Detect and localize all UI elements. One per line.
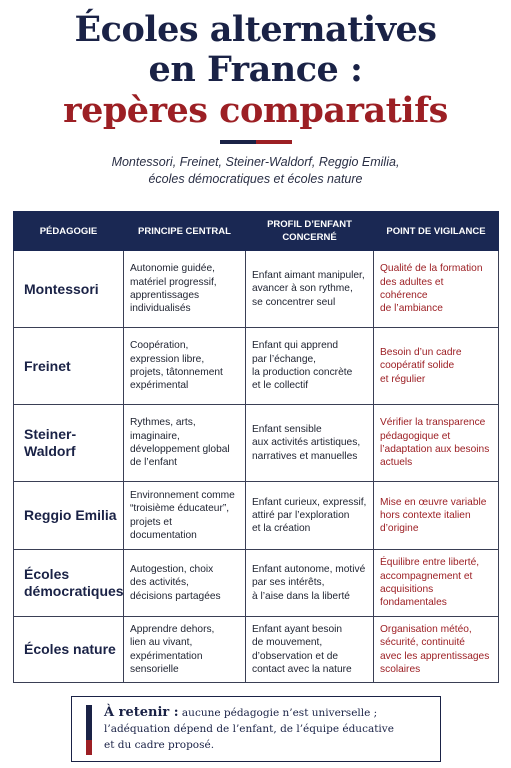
page-title <box>0 0 511 132</box>
retain-label: À retenir : <box>104 705 179 720</box>
principe-line: expérimental <box>130 380 189 392</box>
subtitle-line-1: Montessori, Freinet, Steiner-Waldorf, Reggio Emilia, <box>111 155 400 169</box>
profil-line: attiré par l’exploration <box>252 509 350 521</box>
principe-line: décisions partagées <box>130 590 221 602</box>
profil-line: aux activités artistiques, <box>252 437 361 449</box>
table-row <box>14 251 499 328</box>
vigilance-line: hors contexte italien <box>380 509 471 521</box>
profil-line: et le collectif <box>252 380 309 392</box>
vigilance-line: Équilibre entre liberté, <box>380 557 480 569</box>
principe-line: imaginaire, <box>130 430 180 442</box>
profil-line: par l’échange, <box>252 353 317 365</box>
table-row <box>14 550 499 617</box>
profil-line: Enfant curieux, expressif, <box>252 496 367 508</box>
vigilance-line: actuels <box>380 457 413 469</box>
principe-line: Environnement comme <box>130 489 235 501</box>
profil-cell <box>246 550 374 617</box>
vigilance-line: pédagogique et <box>380 430 451 442</box>
vigilance-cell <box>374 405 499 482</box>
profil-line: d’observation et de <box>252 650 339 662</box>
vigilance-cell <box>374 328 499 405</box>
principe-line: développement global <box>130 444 230 455</box>
principe-line: Apprendre dehors, <box>130 624 215 635</box>
principe-line: expérimentation <box>130 650 203 662</box>
title-line-2: en France : <box>148 49 363 90</box>
vigilance-line: Vérifier la transparence <box>380 417 486 429</box>
profil-line: avancer à son rythme, <box>252 283 353 295</box>
retain-box <box>71 696 441 762</box>
table-header-row <box>14 212 499 251</box>
profil-cell <box>246 251 374 328</box>
header-vigilance: POINT DE VIGILANCE <box>374 212 499 251</box>
table-body <box>14 251 499 683</box>
vigilance-line: accompagnement et <box>380 570 473 582</box>
pedagogie-name: Montessori <box>14 251 124 328</box>
principe-line: Coopération, <box>130 340 189 352</box>
vigilance-line: Qualité de la formation <box>380 263 483 275</box>
principe-line: apprentissages <box>130 290 200 301</box>
principe-line: Rythmes, arts, <box>130 417 196 429</box>
profil-line: se concentrer seul <box>252 296 336 308</box>
profil-line: par ses intérêts, <box>252 577 325 589</box>
header-pedagogie: PÉDAGOGIE <box>14 212 124 251</box>
vigilance-cell <box>374 482 499 550</box>
profil-cell <box>246 617 374 683</box>
pedagogie-name: Écoles démocratiques <box>14 550 124 617</box>
vigilance-cell <box>374 251 499 328</box>
vigilance-line: et régulier <box>380 373 426 385</box>
principe-line: matériel progressif, <box>130 276 217 288</box>
profil-line: contact avec la nature <box>252 663 352 675</box>
profil-line: et la création <box>252 523 311 535</box>
profil-line: Enfant qui apprend <box>252 340 339 352</box>
table-row <box>14 482 499 550</box>
profil-cell <box>246 328 374 405</box>
retain-line-1: aucune pédagogie n’est universelle ; <box>181 707 378 719</box>
table-row <box>14 328 499 405</box>
principe-line: documentation <box>130 529 197 541</box>
header-principe: PRINCIPE CENTRAL <box>124 212 246 251</box>
profil-line: Enfant ayant besoin <box>252 624 343 635</box>
vigilance-cell <box>374 550 499 617</box>
header-profil: PROFIL D’ENFANT CONCERNÉ <box>246 212 374 251</box>
profil-cell <box>246 405 374 482</box>
profil-cell <box>246 482 374 550</box>
vigilance-line: Mise en œuvre variable <box>380 496 487 508</box>
vigilance-line: coopératif solide <box>380 360 455 372</box>
retain-accent-bar <box>86 705 92 755</box>
profil-line: Enfant autonome, motivé <box>252 564 366 576</box>
retain-line-3: et du cadre proposé. <box>104 739 215 751</box>
vigilance-line: acquisitions <box>380 584 434 595</box>
vigilance-line: de l’ambiance <box>380 303 443 315</box>
principe-line: lien au vivant, <box>130 637 193 649</box>
retain-text <box>104 705 432 753</box>
vigilance-line: sécurité, continuité <box>380 637 465 649</box>
principe-line: sensorielle <box>130 663 179 675</box>
pedagogie-name: Steiner-Waldorf <box>14 405 124 482</box>
principe-line: des activités, <box>130 577 189 589</box>
profil-line: Enfant sensible <box>252 424 322 436</box>
retain-line-2: l’adéquation dépend de l’enfant, de l’équipe éducative <box>104 723 394 735</box>
profil-line: à l’aise dans la liberté <box>252 590 350 602</box>
vigilance-line: avec les apprentissages <box>380 650 490 662</box>
pedagogie-name: Reggio Emilia <box>14 482 124 550</box>
principe-line: projets, tâtonnement <box>130 367 223 378</box>
pedagogie-name: Freinet <box>14 328 124 405</box>
subtitle-line-2: écoles démocratiques et écoles nature <box>148 172 363 186</box>
principe-line: projets et <box>130 516 172 528</box>
title-line-1: Écoles alternatives <box>74 9 437 50</box>
principe-cell <box>124 617 246 683</box>
vigilance-line: l’adaptation aux besoins <box>380 444 490 455</box>
vigilance-line: fondamentales <box>380 597 447 609</box>
principe-line: de l’enfant <box>130 457 178 469</box>
principe-line: expression libre, <box>130 353 205 365</box>
title-line-3: repères comparatifs <box>63 90 448 131</box>
principe-line: “troisième éducateur”, <box>130 503 230 515</box>
title-divider <box>220 140 292 144</box>
vigilance-line: scolaires <box>380 663 421 675</box>
principe-cell <box>124 328 246 405</box>
vigilance-line: d’origine <box>380 523 419 535</box>
vigilance-line: Organisation météo, <box>380 624 472 635</box>
profil-line: Enfant aimant manipuler, <box>252 270 365 282</box>
profil-line: narratives et manuelles <box>252 450 358 462</box>
table-row <box>14 617 499 683</box>
vigilance-line: Besoin d’un cadre <box>380 347 462 359</box>
vigilance-line: des adultes et cohérence <box>380 276 444 301</box>
principe-line: Autonomie guidée, <box>130 263 215 275</box>
principe-cell <box>124 251 246 328</box>
pedagogie-name: Écoles nature <box>14 617 124 683</box>
vigilance-cell <box>374 617 499 683</box>
table-row <box>14 405 499 482</box>
principe-cell <box>124 550 246 617</box>
profil-line: la production concrète <box>252 367 353 378</box>
comparison-table <box>13 211 499 683</box>
principe-cell <box>124 405 246 482</box>
principe-line: Autogestion, choix <box>130 564 214 576</box>
principe-line: individualisés <box>130 303 191 315</box>
principe-cell <box>124 482 246 550</box>
subtitle <box>0 154 511 188</box>
profil-line: de mouvement, <box>252 637 323 649</box>
